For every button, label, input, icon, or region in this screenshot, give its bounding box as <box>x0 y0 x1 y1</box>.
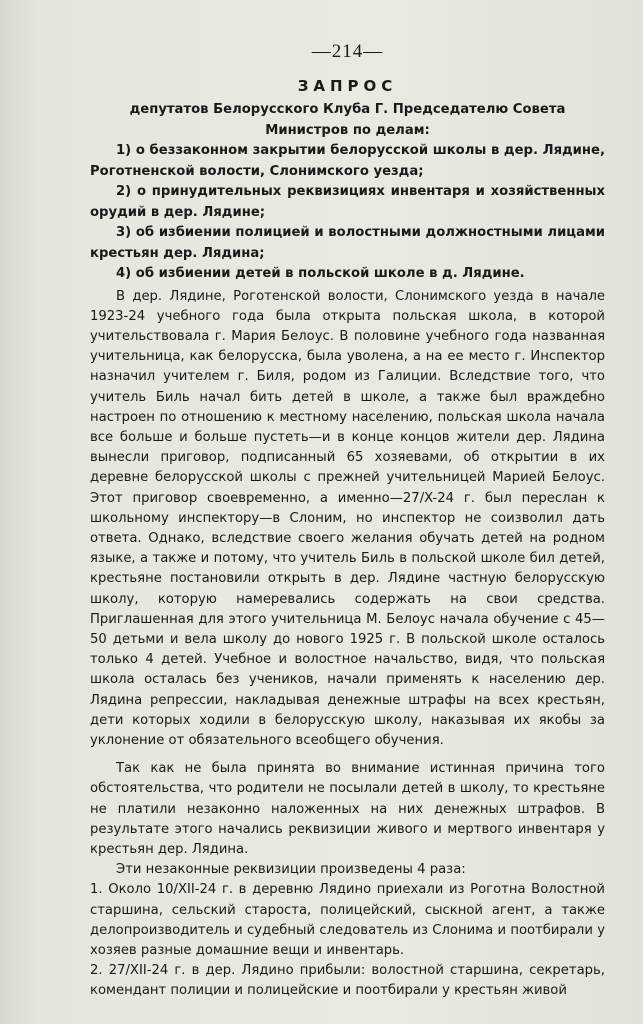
body-text <box>90 287 605 1002</box>
paragraph-requisition-2: 2. 27/XII-24 г. в дер. Лядино прибыли: волостной старшина, секретарь, комендант полиции и полицейские и поотбирали у крестьян живой <box>90 963 605 999</box>
paragraph-fines: Так как не была принята во внимание истинная причина того обстоятельства, что родители не посылали детей в школу, то крестьяне не платили незаконно наложенных на них денежных штрафов. В результате этого начались реквизиции живого и мертвого инвентаря у крестьян дер. Лядина. <box>90 761 605 857</box>
request-heading <box>90 100 605 285</box>
addressee-line: депутатов Белорусского Клуба Г. Председателю Совета Министров по делам: <box>129 102 566 138</box>
request-item-4: 4) об избиении детей в польской школе в д. Лядине. <box>116 266 525 281</box>
document-title: ЗАПРОС <box>297 77 398 95</box>
paragraph-requisition-1: 1. Около 10/XII-24 г. в деревню Лядино приехали из Роготна Волостной старшина, сельский староста, полицейский, сыскной агент, а также делопроизводитель и судебный следователь из Слонима и поотбирали у хозяев разные домашние вещи и инвентарь. <box>90 882 605 958</box>
request-item-1: 1) о беззаконном закрытии белорусской школы в дер. Лядине, Роготненской волости, Слонимского уезда; <box>90 143 605 179</box>
paragraph-requisitions-intro: Эти незаконные реквизиции произведены 4 раза: <box>116 862 466 878</box>
request-item-2: 2) о принудительных реквизициях инвентаря и хозяйственных орудий в дер. Лядине; <box>90 184 605 220</box>
page-number: —214— <box>311 41 384 62</box>
paragraph-school-history: В дер. Лядине, Роготенской волости, Слонимского уезда в начале 1923-24 учебного года была открыта польская школа, в которой учительствовала г. Мария Белоус. В половине учебного года названная учительница, как белорусска, была уволена, а на ее место г. Инспектор назначил учителем г. Биля, родом из Галиции. Вследствие того, что учитель Биль начал бить детей в школе, а также был враждебно настроен по отношению к местному населению, польская школа начала все больше и больше пустеть—и в конце концов жители дер. Лядина вынесли приговор, подписанный 65 хозяевами, об открытии в их деревне белорусской школы с прежней учительницей Марией Белоус. Этот приговор своевременно, а именно—27/X-24 г. был переслан к школьному инспектору—в Слоним, но инспектор не соизволил дать ответа. Однако, вследствие своего желания обучать детей на родном языке, а также и потому, что учитель Биль в польской школе бил детей, крестьяне постановили открыть в дер. Лядине частную белорусскую школу, которую намеревались содержать на свои средства. Приглашенная для этого учительница М. Белоус начала обучение с 45—50 детьми и вела школу до нового 1925 г. В польской школе осталось только 4 детей. Учебное и волостное начальство, видя, что польская школа осталась без учеников, начали применять к населению дер. Лядина репрессии, накладывая денежные штрафы на всех крестьян, дети которых ходили в белорусскую школу, наказывая их якобы за уклонение от обязательного всеобщего обучения. <box>90 288 605 748</box>
request-item-3: 3) об избиении полицией и волостными должностными лицами крестьян дер. Лядина; <box>90 225 605 261</box>
